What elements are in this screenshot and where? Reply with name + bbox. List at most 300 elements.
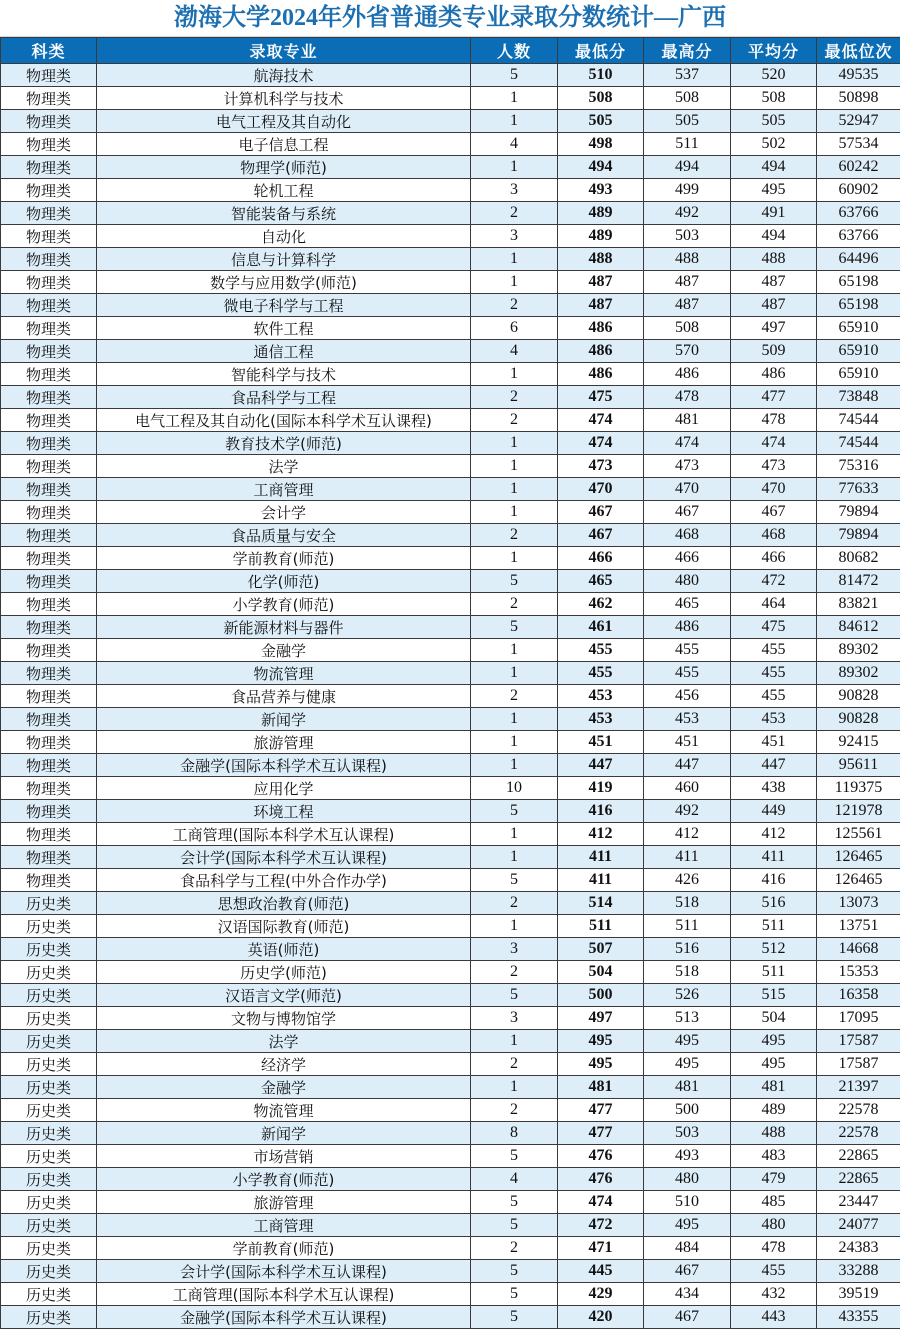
cell-count: 5 [471,1283,558,1306]
cell-max-score: 537 [644,64,731,87]
cell-count: 2 [471,961,558,984]
cell-category: 物理类 [1,547,97,570]
cell-max-score: 503 [644,1122,731,1145]
cell-min-rank: 17095 [817,1007,900,1030]
cell-min-score: 416 [558,800,644,823]
table-row [1,1076,900,1099]
cell-category: 物理类 [1,869,97,892]
header-max-score: 最高分 [644,38,731,64]
table-row [1,800,900,823]
cell-count: 1 [471,1076,558,1099]
cell-min-rank: 52947 [817,110,900,133]
cell-avg-score: 480 [731,1214,817,1237]
cell-max-score: 465 [644,593,731,616]
cell-avg-score: 473 [731,455,817,478]
cell-max-score: 486 [644,363,731,386]
cell-category: 物理类 [1,524,97,547]
cell-major: 市场营销 [97,1145,471,1168]
cell-category: 历史类 [1,961,97,984]
cell-min-rank: 92415 [817,731,900,754]
cell-max-score: 426 [644,869,731,892]
cell-avg-score: 520 [731,64,817,87]
cell-category: 历史类 [1,1122,97,1145]
cell-max-score: 473 [644,455,731,478]
cell-max-score: 487 [644,271,731,294]
cell-category: 物理类 [1,501,97,524]
cell-category: 物理类 [1,225,97,248]
cell-avg-score: 488 [731,1122,817,1145]
cell-major: 食品科学与工程(中外合作办学) [97,869,471,892]
cell-major: 微电子科学与工程 [97,294,471,317]
cell-min-score: 465 [558,570,644,593]
table-row [1,1099,900,1122]
table-row [1,938,900,961]
cell-category: 物理类 [1,662,97,685]
cell-max-score: 495 [644,1053,731,1076]
cell-major: 电子信息工程 [97,133,471,156]
table-row [1,110,900,133]
cell-avg-score: 468 [731,524,817,547]
cell-min-score: 429 [558,1283,644,1306]
cell-category: 历史类 [1,1306,97,1329]
cell-avg-score: 478 [731,409,817,432]
cell-max-score: 447 [644,754,731,777]
table-row [1,1260,900,1283]
cell-major: 信息与计算科学 [97,248,471,271]
cell-min-rank: 22865 [817,1168,900,1191]
table-row [1,616,900,639]
cell-major: 新闻学 [97,1122,471,1145]
cell-max-score: 503 [644,225,731,248]
cell-count: 1 [471,731,558,754]
cell-count: 2 [471,593,558,616]
cell-min-score: 473 [558,455,644,478]
table-row [1,892,900,915]
cell-max-score: 480 [644,1168,731,1191]
cell-min-rank: 21397 [817,1076,900,1099]
cell-category: 历史类 [1,915,97,938]
cell-max-score: 518 [644,961,731,984]
cell-avg-score: 411 [731,846,817,869]
cell-max-score: 505 [644,110,731,133]
cell-min-score: 497 [558,1007,644,1030]
cell-major: 自动化 [97,225,471,248]
table-header-row [1,38,900,64]
cell-major: 工商管理(国际本科学术互认课程) [97,823,471,846]
cell-category: 物理类 [1,340,97,363]
cell-category: 物理类 [1,708,97,731]
cell-count: 2 [471,1053,558,1076]
cell-count: 1 [471,639,558,662]
admission-score-table [0,37,900,1329]
cell-min-rank: 126465 [817,869,900,892]
cell-major: 金融学(国际本科学术互认课程) [97,754,471,777]
table-row [1,685,900,708]
cell-category: 历史类 [1,1030,97,1053]
cell-category: 物理类 [1,823,97,846]
cell-min-rank: 49535 [817,64,900,87]
cell-major: 数学与应用数学(师范) [97,271,471,294]
header-min-rank: 最低位次 [817,38,900,64]
cell-category: 物理类 [1,248,97,271]
cell-min-score: 455 [558,662,644,685]
table-row [1,64,900,87]
cell-min-score: 477 [558,1122,644,1145]
cell-major: 汉语国际教育(师范) [97,915,471,938]
cell-avg-score: 494 [731,156,817,179]
cell-max-score: 468 [644,524,731,547]
cell-min-rank: 80682 [817,547,900,570]
table-body [1,64,900,1329]
table-row [1,271,900,294]
cell-min-rank: 77633 [817,478,900,501]
cell-count: 1 [471,662,558,685]
table-row [1,87,900,110]
cell-avg-score: 504 [731,1007,817,1030]
cell-max-score: 470 [644,478,731,501]
cell-avg-score: 464 [731,593,817,616]
cell-min-rank: 17587 [817,1053,900,1076]
cell-max-score: 488 [644,248,731,271]
cell-min-rank: 65910 [817,317,900,340]
cell-category: 物理类 [1,639,97,662]
cell-min-rank: 22578 [817,1099,900,1122]
cell-min-score: 508 [558,87,644,110]
cell-min-score: 447 [558,754,644,777]
table-row [1,386,900,409]
cell-category: 物理类 [1,87,97,110]
cell-major: 环境工程 [97,800,471,823]
table-row [1,248,900,271]
cell-major: 旅游管理 [97,1191,471,1214]
cell-major: 软件工程 [97,317,471,340]
cell-min-score: 477 [558,1099,644,1122]
cell-category: 物理类 [1,478,97,501]
cell-major: 金融学 [97,1076,471,1099]
cell-min-score: 467 [558,524,644,547]
cell-min-score: 486 [558,340,644,363]
cell-min-score: 411 [558,846,644,869]
cell-avg-score: 447 [731,754,817,777]
cell-min-rank: 60902 [817,179,900,202]
cell-avg-score: 512 [731,938,817,961]
cell-category: 物理类 [1,363,97,386]
cell-category: 历史类 [1,1168,97,1191]
cell-avg-score: 478 [731,1237,817,1260]
cell-min-rank: 13073 [817,892,900,915]
header-count: 人数 [471,38,558,64]
cell-max-score: 526 [644,984,731,1007]
cell-major: 经济学 [97,1053,471,1076]
cell-min-rank: 60242 [817,156,900,179]
cell-count: 5 [471,1191,558,1214]
cell-min-rank: 43355 [817,1306,900,1329]
table-row [1,1214,900,1237]
cell-max-score: 467 [644,501,731,524]
table-row [1,1168,900,1191]
table-row [1,593,900,616]
cell-major: 新闻学 [97,708,471,731]
cell-min-rank: 83821 [817,593,900,616]
cell-category: 物理类 [1,202,97,225]
cell-min-score: 495 [558,1030,644,1053]
table-row [1,570,900,593]
cell-major: 计算机科学与技术 [97,87,471,110]
cell-min-rank: 63766 [817,225,900,248]
table-row [1,961,900,984]
cell-avg-score: 455 [731,639,817,662]
cell-min-rank: 22578 [817,1122,900,1145]
header-category: 科类 [1,38,97,64]
cell-category: 物理类 [1,777,97,800]
cell-category: 物理类 [1,846,97,869]
cell-min-score: 462 [558,593,644,616]
cell-count: 2 [471,1099,558,1122]
cell-min-rank: 22865 [817,1145,900,1168]
cell-min-score: 419 [558,777,644,800]
table-row [1,524,900,547]
cell-category: 物理类 [1,156,97,179]
cell-category: 历史类 [1,1076,97,1099]
cell-count: 5 [471,570,558,593]
cell-max-score: 499 [644,179,731,202]
cell-count: 1 [471,110,558,133]
cell-min-score: 467 [558,501,644,524]
cell-major: 学前教育(师范) [97,547,471,570]
cell-category: 历史类 [1,892,97,915]
cell-avg-score: 449 [731,800,817,823]
cell-max-score: 480 [644,570,731,593]
cell-avg-score: 485 [731,1191,817,1214]
table-row [1,156,900,179]
cell-max-score: 510 [644,1191,731,1214]
cell-avg-score: 489 [731,1099,817,1122]
cell-avg-score: 466 [731,547,817,570]
cell-min-rank: 63766 [817,202,900,225]
cell-min-rank: 95611 [817,754,900,777]
cell-major: 电气工程及其自动化(国际本科学术互认课程) [97,409,471,432]
cell-major: 法学 [97,455,471,478]
cell-min-score: 507 [558,938,644,961]
cell-category: 物理类 [1,800,97,823]
cell-avg-score: 483 [731,1145,817,1168]
cell-count: 1 [471,156,558,179]
table-row [1,363,900,386]
cell-avg-score: 491 [731,202,817,225]
cell-min-score: 412 [558,823,644,846]
cell-avg-score: 508 [731,87,817,110]
table-row [1,1145,900,1168]
cell-max-score: 411 [644,846,731,869]
table-row [1,133,900,156]
cell-max-score: 511 [644,133,731,156]
cell-count: 2 [471,524,558,547]
cell-min-rank: 74544 [817,432,900,455]
cell-max-score: 455 [644,639,731,662]
cell-category: 历史类 [1,938,97,961]
cell-avg-score: 416 [731,869,817,892]
cell-count: 3 [471,1007,558,1030]
cell-min-rank: 65910 [817,363,900,386]
cell-max-score: 494 [644,156,731,179]
cell-major: 智能装备与系统 [97,202,471,225]
cell-min-rank: 17587 [817,1030,900,1053]
cell-major: 思想政治教育(师范) [97,892,471,915]
cell-count: 1 [471,271,558,294]
cell-min-rank: 121978 [817,800,900,823]
cell-min-score: 487 [558,294,644,317]
cell-category: 物理类 [1,317,97,340]
cell-min-score: 475 [558,386,644,409]
cell-max-score: 474 [644,432,731,455]
cell-count: 1 [471,547,558,570]
cell-category: 物理类 [1,685,97,708]
cell-major: 会计学(国际本科学术互认课程) [97,846,471,869]
cell-count: 5 [471,800,558,823]
cell-count: 2 [471,1237,558,1260]
cell-min-score: 466 [558,547,644,570]
cell-count: 5 [471,984,558,1007]
table-row [1,754,900,777]
cell-avg-score: 487 [731,294,817,317]
cell-min-rank: 89302 [817,662,900,685]
cell-min-rank: 65198 [817,294,900,317]
cell-count: 5 [471,1145,558,1168]
cell-count: 1 [471,478,558,501]
cell-major: 工商管理 [97,478,471,501]
cell-count: 1 [471,754,558,777]
cell-min-score: 476 [558,1145,644,1168]
cell-min-rank: 73848 [817,386,900,409]
cell-min-score: 489 [558,225,644,248]
cell-min-rank: 65910 [817,340,900,363]
cell-category: 物理类 [1,409,97,432]
header-avg-score: 平均分 [731,38,817,64]
cell-min-score: 500 [558,984,644,1007]
cell-count: 6 [471,317,558,340]
cell-count: 2 [471,202,558,225]
cell-min-score: 495 [558,1053,644,1076]
cell-max-score: 486 [644,616,731,639]
cell-count: 4 [471,1168,558,1191]
cell-count: 2 [471,892,558,915]
cell-max-score: 570 [644,340,731,363]
table-row [1,501,900,524]
cell-avg-score: 502 [731,133,817,156]
cell-max-score: 460 [644,777,731,800]
cell-count: 1 [471,915,558,938]
cell-max-score: 412 [644,823,731,846]
cell-major: 物理学(师范) [97,156,471,179]
cell-avg-score: 453 [731,708,817,731]
cell-avg-score: 451 [731,731,817,754]
cell-max-score: 508 [644,317,731,340]
table-row [1,1007,900,1030]
cell-count: 4 [471,340,558,363]
cell-max-score: 481 [644,1076,731,1099]
cell-major: 航海技术 [97,64,471,87]
cell-avg-score: 488 [731,248,817,271]
cell-min-score: 411 [558,869,644,892]
cell-max-score: 484 [644,1237,731,1260]
cell-category: 历史类 [1,1283,97,1306]
cell-category: 物理类 [1,110,97,133]
cell-min-score: 461 [558,616,644,639]
table-row [1,639,900,662]
cell-category: 历史类 [1,1099,97,1122]
cell-count: 1 [471,823,558,846]
cell-max-score: 495 [644,1030,731,1053]
cell-category: 历史类 [1,1145,97,1168]
cell-min-score: 510 [558,64,644,87]
cell-max-score: 518 [644,892,731,915]
cell-max-score: 513 [644,1007,731,1030]
table-row [1,340,900,363]
cell-max-score: 492 [644,202,731,225]
table-row [1,455,900,478]
table-row [1,1122,900,1145]
cell-major: 电气工程及其自动化 [97,110,471,133]
cell-count: 1 [471,248,558,271]
cell-major: 英语(师范) [97,938,471,961]
cell-min-score: 453 [558,685,644,708]
cell-avg-score: 495 [731,179,817,202]
cell-major: 金融学(国际本科学术互认课程) [97,1306,471,1329]
cell-count: 5 [471,616,558,639]
table-row [1,823,900,846]
cell-category: 物理类 [1,133,97,156]
cell-avg-score: 412 [731,823,817,846]
cell-min-score: 471 [558,1237,644,1260]
cell-major: 应用化学 [97,777,471,800]
cell-count: 1 [471,708,558,731]
cell-min-score: 445 [558,1260,644,1283]
cell-avg-score: 477 [731,386,817,409]
cell-count: 1 [471,1030,558,1053]
cell-count: 5 [471,1214,558,1237]
table-row [1,708,900,731]
cell-max-score: 487 [644,294,731,317]
table-row [1,1191,900,1214]
cell-count: 8 [471,1122,558,1145]
table-row [1,1030,900,1053]
cell-count: 3 [471,225,558,248]
cell-avg-score: 509 [731,340,817,363]
cell-min-score: 489 [558,202,644,225]
cell-max-score: 500 [644,1099,731,1122]
cell-min-rank: 74544 [817,409,900,432]
cell-min-rank: 15353 [817,961,900,984]
cell-avg-score: 516 [731,892,817,915]
table-row [1,432,900,455]
cell-category: 历史类 [1,1191,97,1214]
cell-min-rank: 13751 [817,915,900,938]
cell-min-rank: 14668 [817,938,900,961]
cell-max-score: 516 [644,938,731,961]
table-row [1,1306,900,1329]
cell-min-score: 487 [558,271,644,294]
cell-major: 历史学(师范) [97,961,471,984]
cell-max-score: 493 [644,1145,731,1168]
cell-min-rank: 79894 [817,524,900,547]
cell-avg-score: 475 [731,616,817,639]
cell-min-rank: 24077 [817,1214,900,1237]
cell-category: 物理类 [1,271,97,294]
cell-major: 轮机工程 [97,179,471,202]
table-row [1,478,900,501]
cell-max-score: 481 [644,409,731,432]
cell-major: 旅游管理 [97,731,471,754]
